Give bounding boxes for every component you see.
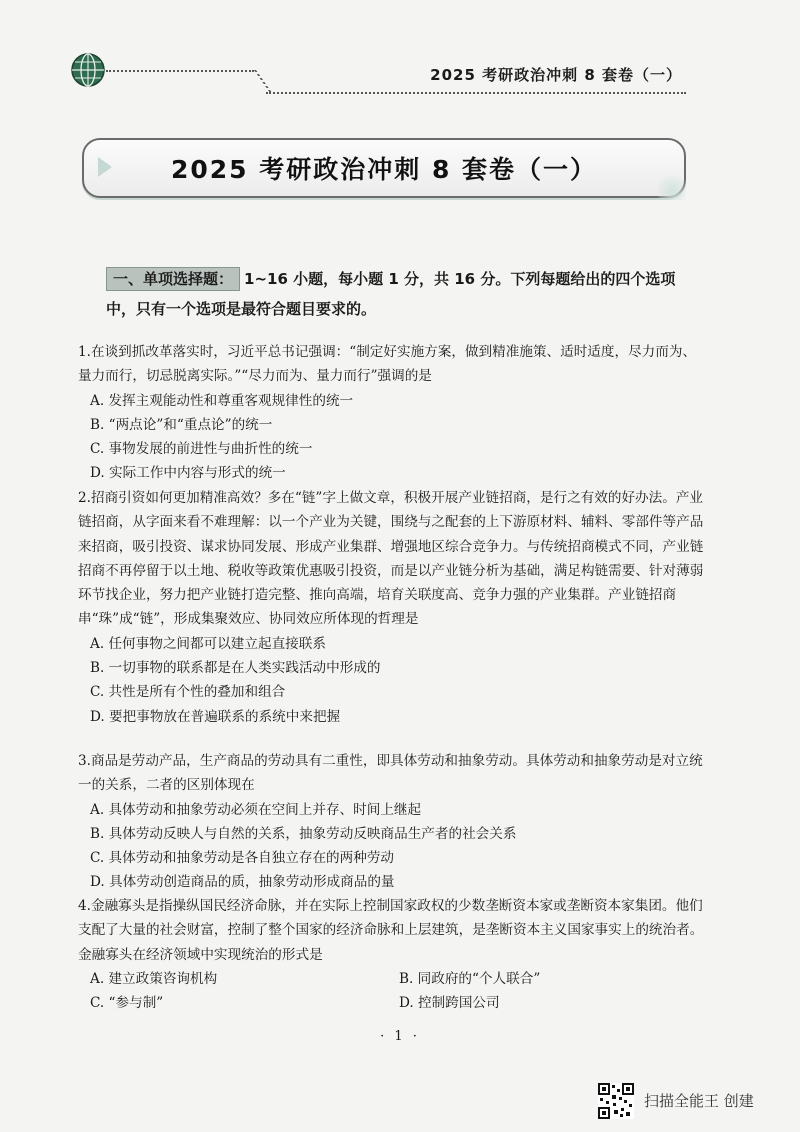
question-4 [78, 894, 708, 1015]
section-tag: 一、单项选择题： [106, 267, 240, 291]
question-text: 商品是劳动产品，生产商品的劳动具有二重性，即具体劳动和抽象劳动。具体劳动和抽象劳动是对立统一的关系，二者的区别体现在 [78, 753, 703, 794]
option-a: A. 发挥主观能动性和尊重客观规律性的统一 [90, 392, 354, 409]
option-c: C. “参与制” [90, 995, 164, 1012]
option-a: A. 任何事物之间都可以建立起直接联系 [90, 635, 326, 652]
option-d: D. 实际工作中内容与形式的统一 [90, 465, 286, 482]
question-number: 4. [78, 898, 91, 914]
question-text: 在谈到抓改革落实时，习近平总书记强调：“制定好实施方案，做到精准施策、适时适度，尽力而为、量力而行，切忌脱离实际。”“尽力而为、量力而行”强调的是 [78, 344, 697, 385]
section-instruction: 1~16 小题，每小题 1 分，共 16 分。下列每题给出的四个选项中，只有一个选项是最符合题目要求的。 [106, 270, 676, 318]
question-2 [78, 486, 708, 729]
option-a: A. 建立政策咨询机构 [90, 970, 218, 987]
question-3 [78, 749, 708, 895]
question-number: 3. [78, 753, 91, 769]
qr-code-icon [598, 1083, 634, 1119]
question-1 [78, 340, 708, 486]
option-b: B. 一切事物的联系都是在人类实践活动中形成的 [90, 660, 381, 677]
question-text: 招商引资如何更加精准高效？多在“链”字上做文章，积极开展产业链招商，是行之有效的好办法。产业链招商，从字面来看不难理解：以一个产业为关键，围绕与之配套的上下游原材料、辅料、零部件等产品来招商，吸引投资、谋求协同发展、形成产业集群、增强地区综合竞争力。与传统招商模式不同，产业链招商不再停留于以土地、税收等政策优惠吸引投资，而是以产业链分析为基础，满足构链需要、针对薄弱环节找企业，努力把产业链打造完整、推向高端，培育关联度高、竞争力强的产业集群。产业链招商串“珠”成“链”，形成集聚效应、协同效应所体现的哲理是 [78, 490, 704, 628]
option-a: A. 具体劳动和抽象劳动必须在空间上并存、时间上继起 [90, 801, 422, 818]
header-dotted-underline [266, 92, 686, 94]
question-text: 金融寡头是指操纵国民经济命脉，并在实际上控制国家政权的少数垄断资本家或垄断资本家集团。他们支配了大量的社会财富，控制了整个国家的经济命脉和上层建筑，是垄断资本主义国家事实上的统治者。金融寡头在经济领域中实现统治的形式是 [78, 898, 704, 963]
option-b: B. 同政府的“个人联合” [399, 970, 541, 987]
option-b: B. “两点论”和“重点论”的统一 [90, 416, 273, 433]
question-number: 1. [78, 344, 91, 360]
question-stem [78, 894, 708, 967]
header-dotted-rule [106, 70, 254, 72]
globe-logo-icon [70, 52, 106, 88]
options-grid [78, 967, 708, 1016]
scanner-watermark-text: 扫描全能王 创建 [644, 1092, 754, 1110]
option-c: C. 事物发展的前进性与曲折性的统一 [90, 441, 313, 458]
question-stem [78, 340, 708, 389]
option-d: D. 具体劳动创造商品的质，抽象劳动形成商品的量 [90, 874, 395, 891]
question-stem [78, 486, 708, 632]
option-b: B. 具体劳动反映人与自然的关系，抽象劳动反映商品生产者的社会关系 [90, 825, 517, 842]
option-d: D. 控制跨国公司 [399, 995, 500, 1012]
question-stem [78, 749, 708, 798]
option-c: C. 共性是所有个性的叠加和组合 [90, 684, 286, 701]
option-c: C. 具体劳动和抽象劳动是各自独立存在的两种劳动 [90, 850, 395, 867]
title-banner [82, 138, 686, 198]
question-number: 2. [78, 490, 91, 506]
header-dotted-slope [254, 70, 281, 92]
section-heading [106, 264, 696, 324]
page-title: 2025 考研政治冲刺 8 套卷（一） [170, 155, 598, 184]
option-d: D. 要把事物放在普遍联系的系统中来把握 [90, 708, 341, 725]
running-header-title: 2025 考研政治冲刺 8 套卷（一） [430, 66, 682, 84]
page-number: · 1 · [380, 1029, 420, 1044]
